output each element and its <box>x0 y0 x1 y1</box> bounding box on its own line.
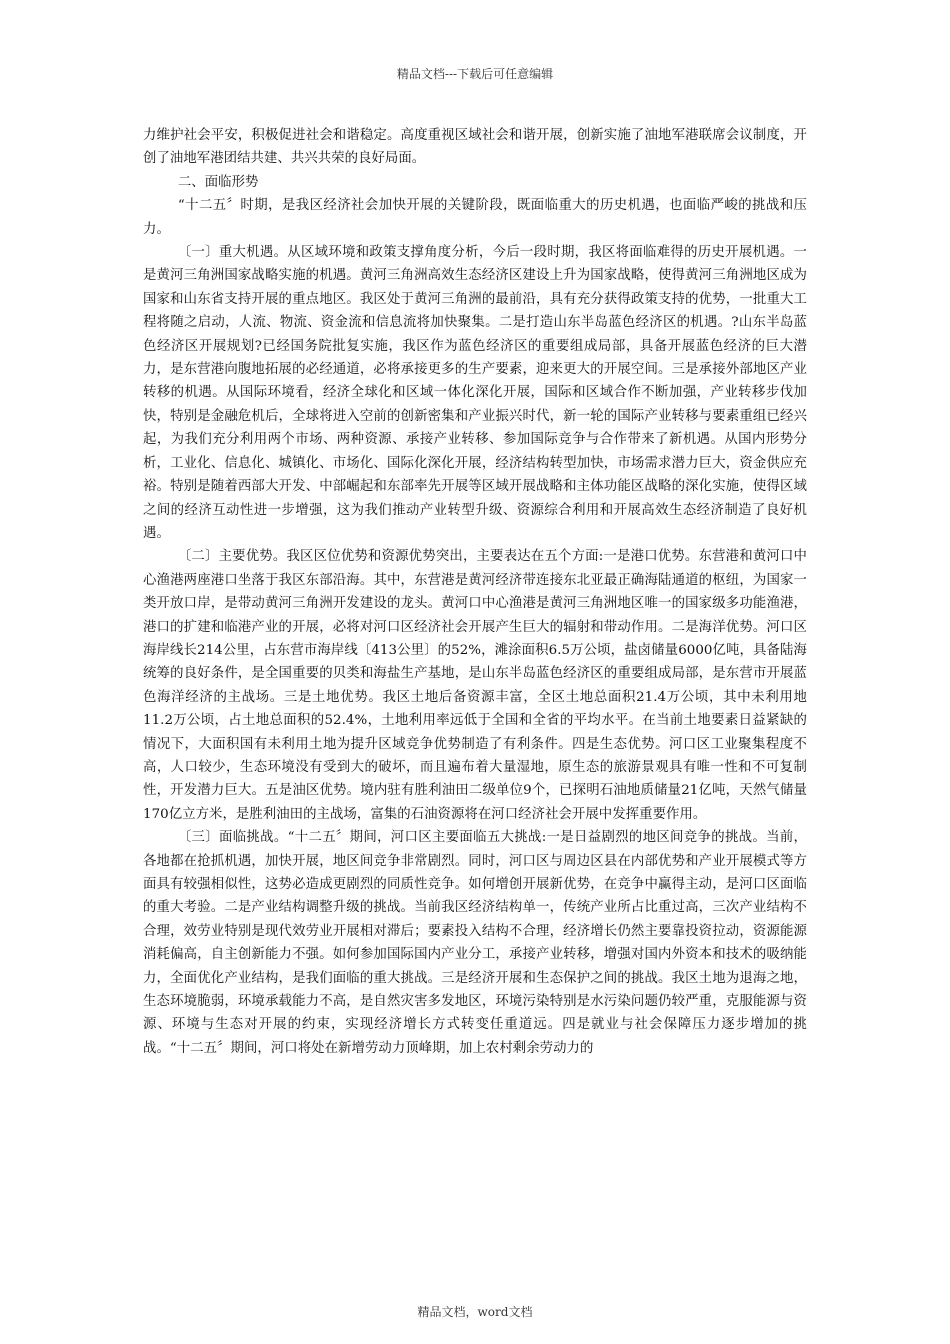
paragraph-advantages: 〔二〕主要优势。我区区位优势和资源优势突出，主要表达在五个方面:一是港口优势。东营港和黄河口中心渔港两座港口坐落于我区东部沿海。其中，东营港是黄河经济带连接东北亚最正确海陆通道的枢纽，为国家一类开放口岸，是带动黄河三角洲开发建设的龙头。黄河口中心渔港是黄河三角洲地区唯一的国家级多功能渔港，港口的扩建和临港产业的开展，必将对河口区经济社会开展产生巨大的辐射和带动作用。二是海洋优势。河口区海岸线长214公里，占东营市海岸线〔413公里〕的52%，滩涂面积6.5万公顷，盐卤储量6000亿吨，具备陆海统筹的良好条件，是全国重要的贝类和海盐生产基地，是山东半岛蓝色经济区的重要组成局部，是东营市开展蓝色海洋经济的主战场。三是土地优势。我区土地后备资源丰富，全区土地总面积21.4万公顷，其中未利用地11.2万公顷，占土地总面积的52.4%，土地利用率远低于全国和全省的平均水平。在当前土地要素日益紧缺的情况下，大面积国有未利用土地为提升区域竞争优势制造了有利条件。四是生态优势。河口区工业聚集程度不高，人口较少，生态环境没有受到大的破坏，而且遍布着大量湿地，原生态的旅游景观具有唯一性和不可复制性，开发潜力巨大。五是油区优势。境内驻有胜利油田二级单位9个，已探明石油地质储量21亿吨，天然气储量170亿立方米，是胜利油田的主战场，富集的石油资源将在河口经济社会开展中发挥重要作用。 <box>143 549 807 822</box>
section-heading: 二、面临形势 <box>177 174 259 190</box>
paragraph-intro: “十二五〞时期，是我区经济社会加快开展的关键阶段，既面临重大的历史机遇，也面临严峻的挑战和压力。 <box>143 198 807 237</box>
paragraph-challenges: 〔三〕面临挑战。“十二五〞期间，河口区主要面临五大挑战:一是日益剧烈的地区间竞争的挑战。当前，各地都在抢抓机遇，加快开展，地区间竞争非常剧烈。同时，河口区与周边区县在内部优势和产业开展模式等方面具有较强相似性，这势必造成更剧烈的同质性竞争。如何增创开展新优势，在竞争中赢得主动，是河口区面临的重大考验。二是产业结构调整升级的挑战。当前我区经济结构单一，传统产业所占比重过高，三次产业结构不合理，效劳业特别是现代效劳业开展相对滞后；要素投入结构不合理，经济增长仍然主要靠投资拉动，资源能源消耗偏高，自主创新能力不强。如何参加国际国内产业分工，承接产业转移，增强对国内外资本和技术的吸纳能力，全面优化产业结构，是我们面临的重大挑战。三是经济开展和生态保护之间的挑战。我区土地为退海之地，生态环境脆弱，环境承载能力不高，是自然灾害多发地区，环境污染特别是水污染问题仍较严重，克服能源与资源、环境与生态对开展的约束，实现经济增长方式转变任重道远。四是就业与社会保障压力逐步增加的挑战。“十二五〞期间，河口将处在新增劳动力顶峰期，加上农村剩余劳动力的 <box>143 830 807 1056</box>
page-header: 精品文档---下载后可任意编辑 <box>396 67 554 81</box>
paragraph-continuation: 力维护社会平安，积极促进社会和谐稳定。高度重视区域社会和谐开展，创新实施了油地军港联席会议制度，开创了油地军港团结共建、共兴共荣的良好局面。 <box>143 128 807 167</box>
page-footer: 精品文档，word文档 <box>417 1305 533 1319</box>
document-body <box>143 124 807 1060</box>
paragraph-opportunities: 〔一〕重大机遇。从区域环境和政策支撑角度分析，今后一段时期，我区将面临难得的历史开展机遇。一是黄河三角洲国家战略实施的机遇。黄河三角洲高效生态经济区建设上升为国家战略，使得黄河三角洲地区成为国家和山东省支持开展的重点地区。我区处于黄河三角洲的最前沿，具有充分获得政策支持的优势，一批重大工程将随之启动，人流、物流、资金流和信息流将加快聚集。二是打造山东半岛蓝色经济区的机遇。?山东半岛蓝色经济区开展规划?已经国务院批复实施，我区作为蓝色经济区的重要组成局部，具备开展蓝色经济的巨大潜力，是东营港向腹地拓展的必经通道，必将承接更多的生产要素，迎来更大的开展空间。三是承接外部地区产业转移的机遇。从国际环境看，经济全球化和区域一体化深化开展，国际和区域合作不断加强，产业转移步伐加快，特别是金融危机后，全球将进入空前的创新密集和产业振兴时代，新一轮的国际产业转移与要素重组已经兴起，为我们充分利用两个市场、两种资源、承接产业转移、参加国际竞争与合作带来了新机遇。从国内形势分析，工业化、信息化、城镇化、市场化、国际化深化开展，经济结构转型加快，市场需求潜力巨大，资金供应充裕。特别是随着西部大开发、中部崛起和东部率先开展等区域开展战略和主体功能区战略的深化实施，使得区域之间的经济互动性进一步增强，这为我们推动产业转型升级、资源综合利用和开展高效生态经济制造了良好机遇。 <box>143 245 807 541</box>
